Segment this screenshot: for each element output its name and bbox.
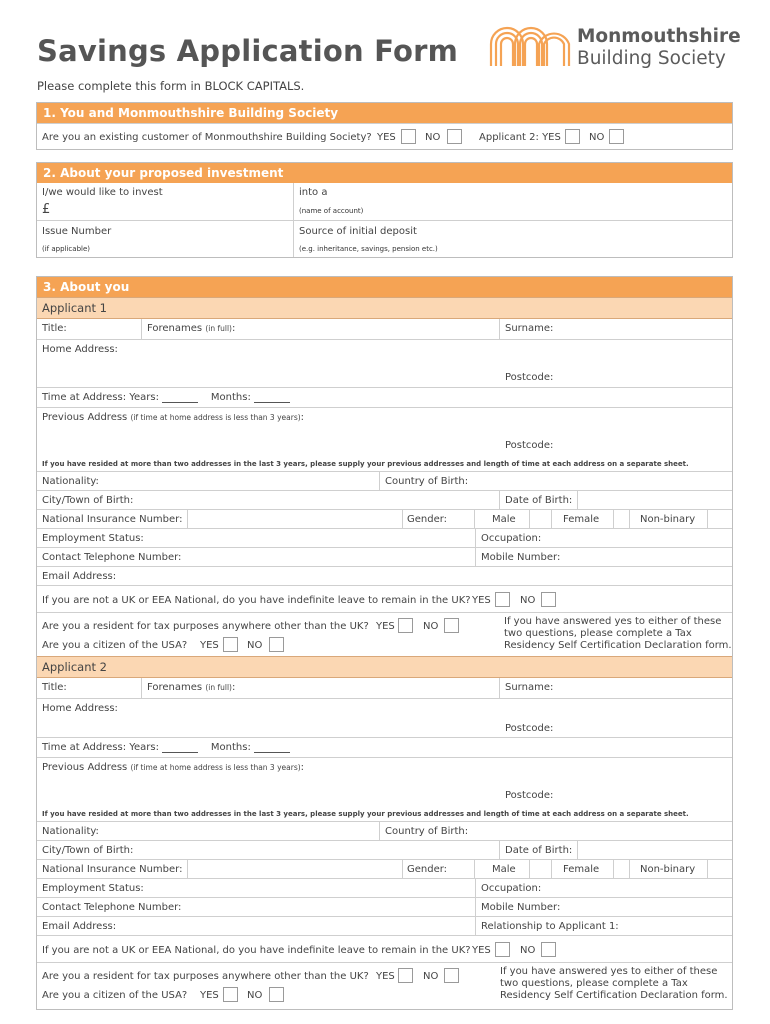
tax-note-line: Residency Self Certification Declaration form. [504,640,732,651]
employment-field[interactable] [37,529,475,547]
tax-note-line: Residency Self Certification Declaration form. [500,990,728,1001]
section-about-you [36,276,733,1010]
source-hint: (e.g. inheritance, savings, pension etc.) [299,245,438,253]
city-label: City/Town of Birth: [42,495,134,506]
issue-number-field[interactable] [37,221,293,257]
yes-label: YES [472,945,491,956]
gender-nonbinary-option[interactable] [629,510,707,528]
male-label: Male [492,864,516,875]
years-label: Time at Address: Years: [42,392,160,403]
leave-question: If you are not a UK or EEA National, do you have indefinite leave to remain in the UK? [42,945,471,956]
gender-nonbinary-checkbox[interactable] [707,510,732,528]
mobile-label: Mobile Number: [481,552,561,563]
applicant-2-heading: Applicant 2 [37,656,732,678]
employment-row [37,878,732,897]
ni-number-field[interactable] [187,860,402,878]
relationship-field[interactable] [475,917,732,935]
years-label: Time at Address: Years: [42,742,160,753]
country-label: Country of Birth: [385,476,469,487]
telephone-label: Contact Telephone Number: [42,552,182,563]
ni-label-cell [37,860,187,878]
surname-field[interactable] [499,319,732,339]
ni-gender-row [37,859,732,878]
surname-field[interactable] [499,678,732,698]
into-label: into a [299,187,328,198]
leave-yes-checkbox[interactable] [495,592,510,607]
leave-no-checkbox[interactable] [541,592,556,607]
tax-yes-checkbox[interactable] [398,618,413,633]
female-label: Female [563,864,600,875]
nationality-label: Nationality: [42,476,99,487]
existing-customer-question: Are you an existing customer of Monmouthshire Building Society? [42,132,372,143]
tax-residency-row [37,962,732,1006]
yes-label: YES [200,990,219,1001]
existing-customer-row [37,123,732,149]
previous-address-label: Previous Address [42,762,128,773]
surname-label: Surname: [505,682,554,693]
tax-note-line: If you have answered yes to either of these [504,616,722,627]
gender-nonbinary-option[interactable] [629,860,707,878]
title-field[interactable] [37,319,141,339]
section-3-heading: 3. About you [37,277,732,297]
birth-row [37,840,732,859]
title-field[interactable] [37,678,141,698]
home-address-field[interactable] [37,339,732,387]
email-label: Email Address: [42,921,117,932]
phone-row [37,547,732,566]
investment-row [37,183,732,220]
previous-address-note: If you have resided at more than two addresses in the last 3 years, please supply your previous addresses and length of time at each address on a separate sheet. [42,810,689,818]
telephone-label: Contact Telephone Number: [42,902,182,913]
leave-to-remain-row [37,935,732,962]
section-investment [36,162,733,258]
usa-no-checkbox[interactable] [269,637,284,652]
in-full-hint: (in full) [205,324,232,333]
no-label: NO [520,945,536,956]
male-label: Male [492,514,516,525]
tax-yes-checkbox[interactable] [398,968,413,983]
postcode-label: Postcode: [505,372,554,383]
gender-male-checkbox[interactable] [529,510,551,528]
ni-label-cell [37,510,187,528]
no-label: NO [520,595,536,606]
tax-note-line: two questions, please complete a Tax [500,978,688,989]
female-label: Female [563,514,600,525]
tax-note [500,966,728,1002]
section-2-heading: 2. About your proposed investment [37,163,732,183]
name-row [37,319,732,339]
currency-symbol: £ [42,202,51,217]
previous-address-field[interactable] [37,757,732,821]
gender-label-cell [402,860,474,878]
previous-address-field[interactable] [37,407,732,471]
page-title: Savings Application Form [37,34,459,68]
city-of-birth-field[interactable] [37,491,499,509]
no-label: NO [425,132,441,143]
mobile-field[interactable] [475,548,732,566]
colon: : [231,323,236,334]
nationality-row [37,821,732,840]
no-label: NO [423,971,439,982]
colon: : [300,412,305,423]
tax-note [504,616,732,652]
months-label: Months: [210,742,251,753]
dob-label: Date of Birth: [505,495,573,506]
forenames-field[interactable] [141,319,499,339]
gender-male-option[interactable] [474,860,529,878]
colon: : [300,762,305,773]
section-1-heading: 1. You and Monmouthshire Building Society [37,103,732,123]
tax-no-checkbox[interactable] [444,968,459,983]
city-label: City/Town of Birth: [42,845,134,856]
gender-label: Gender: [407,514,448,525]
logo-name-line2: Building Society [577,48,726,69]
occupation-label: Occupation: [481,533,542,544]
phone-row [37,897,732,916]
employment-field[interactable] [37,879,475,897]
in-full-hint: (in full) [205,683,232,692]
yes-label: YES [377,132,396,143]
home-address-label: Home Address: [42,703,118,714]
applicant-1-heading: Applicant 1 [37,297,732,319]
previous-hint: (if time at home address is less than 3 years) [130,413,301,422]
email-field[interactable] [37,566,732,585]
time-at-address-row[interactable] [37,387,732,407]
gender-nonbinary-checkbox[interactable] [707,860,732,878]
email-row [37,916,732,935]
leave-no-checkbox[interactable] [541,942,556,957]
usa-yes-checkbox[interactable] [223,637,238,652]
country-of-birth-field[interactable] [379,472,732,490]
ni-label: National Insurance Number: [42,864,183,875]
gender-female-checkbox[interactable] [613,860,629,878]
leave-to-remain-row [37,585,732,612]
dob-label-cell [499,491,577,509]
dob-field[interactable] [577,841,732,859]
usa-question: Are you a citizen of the USA? [42,990,188,1001]
leave-yes-checkbox[interactable] [495,942,510,957]
previous-hint: (if time at home address is less than 3 years) [130,763,301,772]
gender-male-option[interactable] [474,510,529,528]
nationality-row [37,471,732,490]
country-of-birth-field[interactable] [379,822,732,840]
tax-note-line: If you have answered yes to either of these [500,966,718,977]
occupation-field[interactable] [475,879,732,897]
gender-label-cell [402,510,474,528]
gender-female-option[interactable] [551,860,613,878]
occupation-field[interactable] [475,529,732,547]
city-of-birth-field[interactable] [37,841,499,859]
society-logo [489,22,739,74]
dob-field[interactable] [577,491,732,509]
name-row [37,678,732,698]
country-label: Country of Birth: [385,826,469,837]
logo-name-line1: Monmouthshire [577,26,741,47]
employment-label: Employment Status: [42,533,144,544]
nationality-field[interactable] [37,472,379,490]
tax-note-line: two questions, please complete a Tax [504,628,692,639]
forenames-label: Forenames [147,323,203,334]
previous-postcode-label: Postcode: [505,440,554,451]
yes-label: YES [472,595,491,606]
yes-label: YES [376,971,395,982]
previous-postcode-label: Postcode: [505,790,554,801]
instructions: Please complete this form in BLOCK CAPITALS. [37,79,305,93]
colon: : [231,682,236,693]
home-address-label: Home Address: [42,344,118,355]
email-field[interactable] [37,917,475,935]
gender-female-checkbox[interactable] [613,510,629,528]
telephone-field[interactable] [37,548,475,566]
leave-question: If you are not a UK or EEA National, do you have indefinite leave to remain in the UK? [42,595,471,606]
nonbinary-label: Non-binary [640,514,696,525]
nonbinary-label: Non-binary [640,864,696,875]
email-label: Email Address: [42,571,117,582]
postcode-label: Postcode: [505,723,554,734]
ni-label: National Insurance Number: [42,514,183,525]
previous-address-note: If you have resided at more than two addresses in the last 3 years, please supply your previous addresses and length of time at each address on a separate sheet. [42,460,689,468]
no-label: NO [247,640,263,651]
title-label: Title: [42,323,67,334]
applicant1-yes-checkbox[interactable] [401,129,416,144]
mobile-label: Mobile Number: [481,902,561,913]
telephone-field[interactable] [37,898,475,916]
previous-address-label: Previous Address [42,412,128,423]
source-label: Source of initial deposit [299,226,417,237]
dob-label-cell [499,841,577,859]
applicant2-no-label: NO [589,132,605,143]
account-name-field[interactable] [293,183,732,220]
time-at-address-row[interactable] [37,737,732,757]
nationality-field[interactable] [37,822,379,840]
tax-question: Are you a resident for tax purposes anywhere other than the UK? [42,971,369,982]
gender-female-option[interactable] [551,510,613,528]
gender-label: Gender: [407,864,448,875]
section-existing-customer [36,102,733,150]
yes-label: YES [376,621,395,632]
deposit-source-field[interactable] [293,221,732,257]
applicant2-yes-checkbox[interactable] [565,129,580,144]
yes-label: YES [200,640,219,651]
surname-label: Surname: [505,323,554,334]
mobile-field[interactable] [475,898,732,916]
forenames-field[interactable] [141,678,499,698]
gender-male-checkbox[interactable] [529,860,551,878]
ni-gender-row [37,509,732,528]
invest-label: I/we would like to invest [42,187,163,198]
invest-amount-field[interactable] [37,183,293,220]
home-address-field[interactable] [37,698,732,737]
tax-question: Are you a resident for tax purposes anywhere other than the UK? [42,621,369,632]
nationality-label: Nationality: [42,826,99,837]
dob-label: Date of Birth: [505,845,573,856]
months-label: Months: [210,392,251,403]
issue-hint: (if applicable) [42,245,90,253]
applicant2-yes-label: Applicant 2: YES [479,132,561,143]
birth-row [37,490,732,509]
no-label: NO [423,621,439,632]
usa-no-checkbox[interactable] [269,987,284,1002]
no-label: NO [247,990,263,1001]
title-label: Title: [42,682,67,693]
tax-residency-row [37,612,732,656]
usa-yes-checkbox[interactable] [223,987,238,1002]
relationship-label: Relationship to Applicant 1: [481,921,619,932]
applicant2-no-checkbox[interactable] [609,129,624,144]
ni-number-field[interactable] [187,510,402,528]
arches-logo-icon [489,24,571,68]
issue-label: Issue Number [42,226,112,237]
employment-row [37,528,732,547]
usa-question: Are you a citizen of the USA? [42,640,188,651]
applicant1-no-checkbox[interactable] [447,129,462,144]
employment-label: Employment Status: [42,883,144,894]
issue-source-row [37,220,732,257]
tax-no-checkbox[interactable] [444,618,459,633]
forenames-label: Forenames [147,682,203,693]
account-hint: (name of account) [299,207,364,215]
occupation-label: Occupation: [481,883,542,894]
